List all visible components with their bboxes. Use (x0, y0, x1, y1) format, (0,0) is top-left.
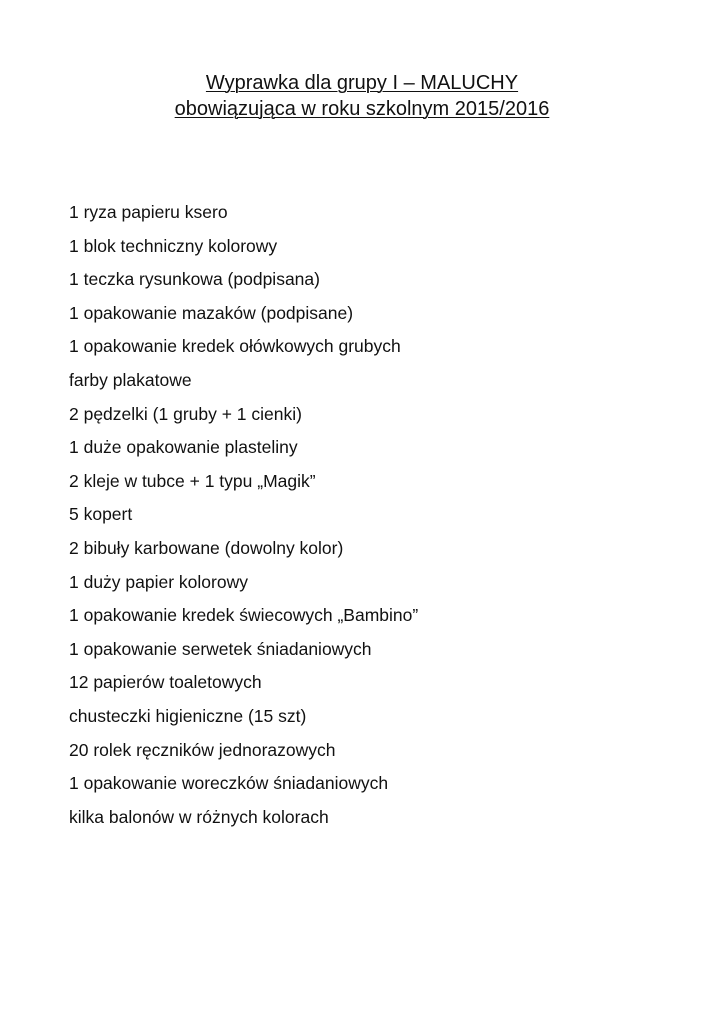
list-item: 2 kleje w tubce + 1 typu „Magik” (69, 470, 316, 491)
list-item: 5 kopert (69, 504, 133, 525)
list-item: 1 opakowanie mazaków (podpisane) (69, 302, 354, 323)
list-item: 1 duże opakowanie plasteliny (69, 437, 298, 458)
list-item: 12 papierów toaletowych (69, 672, 262, 693)
supply-list (69, 196, 418, 834)
list-item: 2 pędzelki (1 gruby + 1 cienki) (69, 403, 302, 424)
list-item: 1 duży papier kolorowy (69, 571, 248, 592)
list-item: 20 rolek ręczników jednorazowych (69, 739, 336, 760)
list-item: kilka balonów w różnych kolorach (69, 806, 329, 827)
list-item: 1 blok techniczny kolorowy (69, 235, 278, 256)
list-item: 1 ryza papieru ksero (69, 202, 228, 222)
list-item: farby plakatowe (69, 369, 192, 390)
title-line-2: obowiązująca w roku szkolnym 2015/2016 (174, 98, 550, 120)
list-item: 2 bibuły karbowane (dowolny kolor) (69, 537, 344, 558)
list-item: 1 opakowanie woreczków śniadaniowych (69, 773, 389, 794)
list-item: 1 teczka rysunkowa (podpisana) (69, 269, 320, 290)
list-item: chusteczki higieniczne (15 szt) (69, 705, 307, 726)
title-line-1: Wyprawka dla grupy I – MALUCHY (205, 72, 519, 94)
list-item: 1 opakowanie kredek ołówkowych grubych (69, 336, 401, 357)
list-item: 1 opakowanie serwetek śniadaniowych (69, 638, 372, 659)
list-item: 1 opakowanie kredek świecowych „Bambino” (69, 605, 419, 626)
document-title (0, 70, 724, 122)
